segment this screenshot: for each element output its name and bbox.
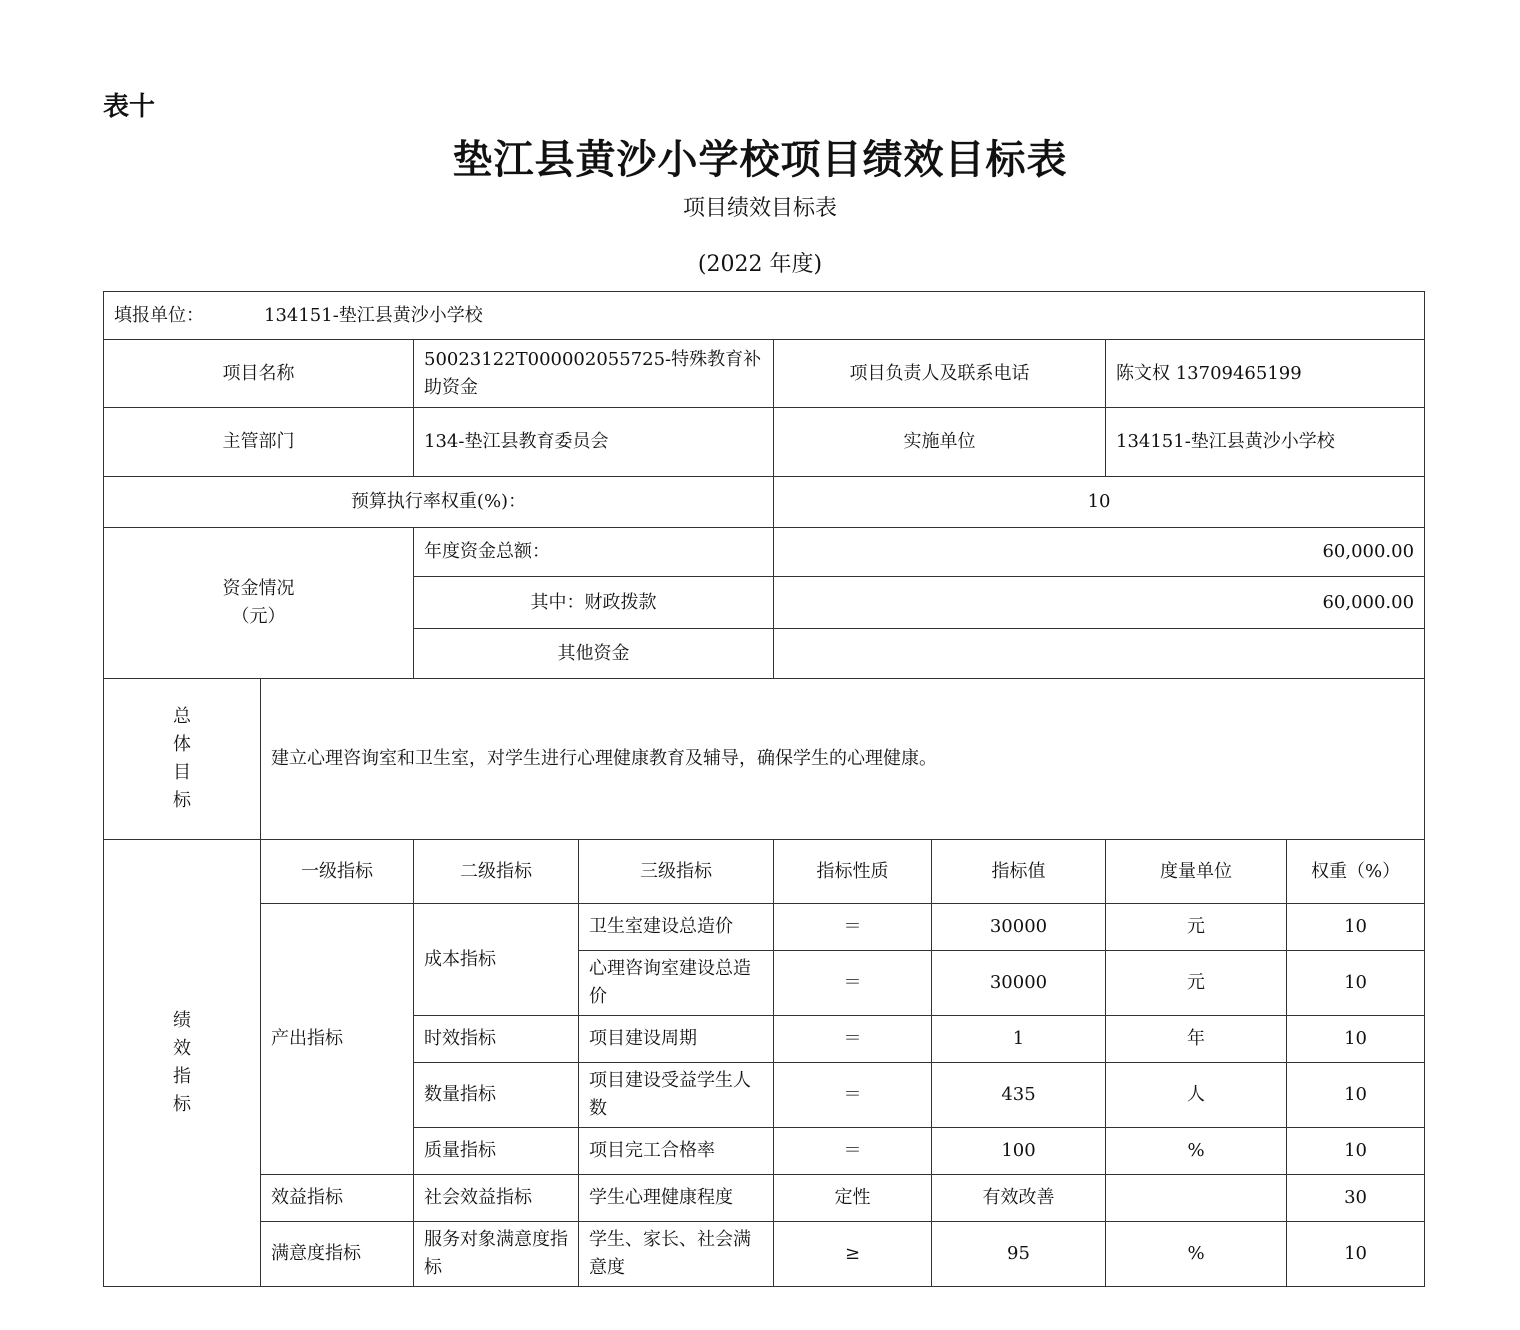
- weight-cell: 10: [1287, 1222, 1425, 1287]
- header-nature: 指标性质: [774, 840, 932, 904]
- goal-label-char: 体: [173, 734, 191, 755]
- impl-label: 实施单位: [774, 408, 1106, 477]
- weight-cell: 10: [1287, 951, 1425, 1016]
- weight-row: [104, 477, 1425, 528]
- level3-cell: 项目建设受益学生人数: [579, 1063, 774, 1128]
- funds-label-line1: 资金情况: [222, 578, 295, 599]
- table-number-label: 表十: [103, 92, 156, 122]
- dept-value: 134-垫江县教育委员会: [414, 408, 774, 477]
- budget-weight-label: 预算执行率权重(%)：: [104, 477, 774, 528]
- weight-cell: 10: [1287, 1128, 1425, 1175]
- perf-label: [104, 840, 261, 1287]
- perf-label-char: 标: [173, 1094, 191, 1115]
- table-row: [104, 1175, 1425, 1222]
- value-cell: 100: [932, 1128, 1106, 1175]
- unit-cell: %: [1106, 1222, 1287, 1287]
- level3-cell: 心理咨询室建设总造价: [579, 951, 774, 1016]
- perf-label-char: 指: [173, 1066, 191, 1087]
- project-name-label: 项目名称: [104, 340, 414, 408]
- document-year: (2022 年度): [697, 252, 823, 277]
- leader-value: 陈文权 13709465199: [1106, 340, 1425, 408]
- unit-cell: [104, 292, 1425, 340]
- project-row: [104, 340, 1425, 408]
- nature-cell: ＝: [774, 951, 932, 1016]
- level3-cell: 学生、家长、社会满意度: [579, 1222, 774, 1287]
- nature-cell: ＝: [774, 904, 932, 951]
- unit-row: [104, 292, 1425, 340]
- funds-label-line2: （元）: [231, 606, 286, 627]
- weight-cell: 30: [1287, 1175, 1425, 1222]
- nature-cell: ≥: [774, 1222, 932, 1287]
- value-cell: 30000: [932, 951, 1106, 1016]
- level1-output: 产出指标: [261, 904, 414, 1175]
- unit-cell: [1106, 1175, 1287, 1222]
- level3-cell: 学生心理健康程度: [579, 1175, 774, 1222]
- project-name-value: 50023122T000002055725-特殊教育补助资金: [414, 340, 774, 408]
- header-level1: 一级指标: [261, 840, 414, 904]
- level3-cell: 项目建设周期: [579, 1016, 774, 1063]
- annual-total-value: 60,000.00: [774, 528, 1425, 577]
- weight-cell: 10: [1287, 1016, 1425, 1063]
- unit-label: 填报单位：: [114, 304, 204, 326]
- level1-benefit: 效益指标: [261, 1175, 414, 1222]
- value-cell: 435: [932, 1063, 1106, 1128]
- level2-social: 社会效益指标: [414, 1175, 579, 1222]
- other-funds-value: [774, 629, 1425, 679]
- level3-cell: 项目完工合格率: [579, 1128, 774, 1175]
- performance-target-table: [103, 291, 1425, 1287]
- goal-text: 建立心理咨询室和卫生室，对学生进行心理健康教育及辅导，确保学生的心理健康。: [261, 679, 1425, 840]
- unit-cell: 年: [1106, 1016, 1287, 1063]
- leader-label: 项目负责人及联系电话: [774, 340, 1106, 408]
- level2-time: 时效指标: [414, 1016, 579, 1063]
- value-cell: 有效改善: [932, 1175, 1106, 1222]
- budget-weight-value: 10: [774, 477, 1425, 528]
- unit-cell: %: [1106, 1128, 1287, 1175]
- level1-satisfaction: 满意度指标: [261, 1222, 414, 1287]
- level3-cell: 卫生室建设总造价: [579, 904, 774, 951]
- unit-cell: 人: [1106, 1063, 1287, 1128]
- level2-service: 服务对象满意度指标: [414, 1222, 579, 1287]
- funds-label: [104, 528, 414, 679]
- nature-cell: 定性: [774, 1175, 932, 1222]
- document-subtitle: 项目绩效目标表: [682, 196, 837, 221]
- goal-row: [104, 679, 1425, 840]
- header-level3: 三级指标: [579, 840, 774, 904]
- annual-total-label: 年度资金总额：: [414, 528, 774, 577]
- unit-cell: 元: [1106, 951, 1287, 1016]
- weight-cell: 10: [1287, 904, 1425, 951]
- funds-total-row: [104, 528, 1425, 577]
- header-level2: 二级指标: [414, 840, 579, 904]
- nature-cell: ＝: [774, 1063, 932, 1128]
- unit-value: 134151-垫江县黄沙小学校: [264, 304, 483, 326]
- header-weight: 权重（%）: [1287, 840, 1425, 904]
- unit-cell: 元: [1106, 904, 1287, 951]
- perf-label-char: 效: [173, 1038, 191, 1059]
- goal-label-char: 总: [173, 706, 191, 727]
- nature-cell: ＝: [774, 1128, 932, 1175]
- goal-label-char: 目: [173, 762, 191, 783]
- value-cell: 95: [932, 1222, 1106, 1287]
- value-cell: 1: [932, 1016, 1106, 1063]
- header-unit: 度量单位: [1106, 840, 1287, 904]
- table-row: [104, 904, 1425, 951]
- impl-value: 134151-垫江县黄沙小学校: [1106, 408, 1425, 477]
- dept-label: 主管部门: [104, 408, 414, 477]
- goal-label: [104, 679, 261, 840]
- goal-label-char: 标: [173, 790, 191, 811]
- perf-label-char: 绩: [173, 1010, 191, 1031]
- fiscal-value: 60,000.00: [774, 577, 1425, 629]
- level2-cost: 成本指标: [414, 904, 579, 1016]
- dept-row: [104, 408, 1425, 477]
- weight-cell: 10: [1287, 1063, 1425, 1128]
- other-funds-label: 其他资金: [414, 629, 774, 679]
- perf-header-row: [104, 840, 1425, 904]
- level2-quality: 质量指标: [414, 1128, 579, 1175]
- nature-cell: ＝: [774, 1016, 932, 1063]
- level2-quantity: 数量指标: [414, 1063, 579, 1128]
- header-value: 指标值: [932, 840, 1106, 904]
- fiscal-label: 其中：财政拨款: [414, 577, 774, 629]
- table-row: [104, 1222, 1425, 1287]
- value-cell: 30000: [932, 904, 1106, 951]
- document-title: 垫江县黄沙小学校项目绩效目标表: [452, 136, 1068, 183]
